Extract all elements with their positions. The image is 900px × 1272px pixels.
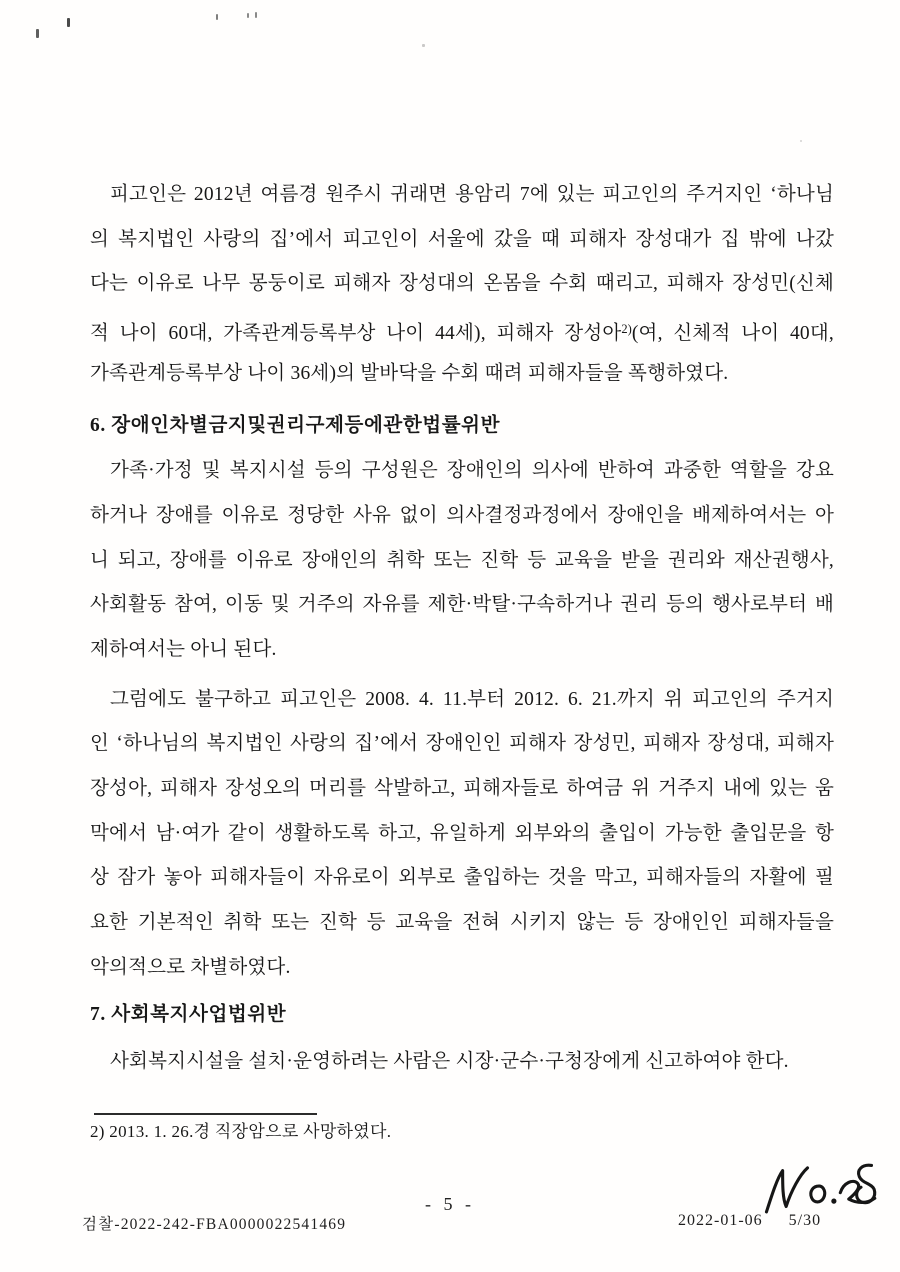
scan-artifact xyxy=(247,13,249,18)
text-line: 가족·가정 및 복지시설 등의 구성원은 장애인의 의사에 반하여 과중한 역할을 강요 xyxy=(110,460,834,482)
section-heading-7: 7. 사회복지사업법위반 xyxy=(90,1004,287,1026)
text-line: 니 되고, 장애를 이유로 장애인의 취학 또는 진학 등 교육을 받을 권리와 재산권행사, xyxy=(90,549,834,571)
text-line: 장성아, 피해자 장성오의 머리를 삭발하고, 피해자들로 하여금 위 거주지 내에 있는 움 xyxy=(90,777,834,799)
scan-artifact xyxy=(36,29,39,38)
footer-page-count: 5/30 xyxy=(788,1212,822,1229)
text-line: 인 ‘하나님의 복지법인 사랑의 집’에서 장애인인 피해자 장성민, 피해자 장성대, 피해자 xyxy=(90,733,834,755)
text-segment: (여, 신체적 나이 40대, xyxy=(631,323,834,345)
text-line: 사회복지시설을 설치·운영하려는 사람은 시장·군수·구청장에게 신고하여야 한다. xyxy=(110,1051,789,1073)
footnote-reference-2: 2) xyxy=(621,322,632,337)
paragraph-law-description xyxy=(90,449,834,672)
section-heading-6: 6. 장애인차별금지및권리구제등에관한법률위반 xyxy=(90,415,501,437)
footer-date: 2022-01-06 xyxy=(678,1212,763,1229)
footnote-divider xyxy=(94,1113,317,1115)
text-line: 피고인은 2012년 여름경 원주시 귀래면 용암리 7에 있는 피고인의 주거지인 ‘하나님 xyxy=(110,184,834,205)
text-line: 상 잠가 놓아 피해자들이 자유로이 외부로 출입하는 것을 막고, 피해자들의 자활에 필 xyxy=(90,867,834,889)
text-line: 가족관계등록부상 나이 36세)의 발바닥을 수회 때려 피해자들을 폭행하였다. xyxy=(90,362,729,384)
document-body xyxy=(90,173,834,1085)
scan-artifact xyxy=(216,14,218,20)
scan-artifact xyxy=(800,140,802,142)
text-line: 다는 이유로 나무 몽둥이로 피해자 장성대의 온몸을 수회 때리고, 피해자 장성민(신체 xyxy=(90,273,834,295)
paragraph-discrimination-charge xyxy=(90,678,834,991)
handwritten-note-no28 xyxy=(758,1156,884,1222)
footnote-text: 2) 2013. 1. 26.경 직장암으로 사망하였다. xyxy=(90,1122,392,1141)
text-segment: 적 나이 60대, 가족관계등록부상 나이 44세), 피해자 장성아 xyxy=(90,323,622,345)
text-line: 제하여서는 아니 된다. xyxy=(90,638,277,660)
text-line: 요한 기본적인 취학 또는 진학 등 교육을 전혀 시키지 않는 등 장애인인 피해자들을 xyxy=(90,912,834,933)
text-line: 사회활동 참여, 이동 및 거주의 자유를 제한·박탈·구속하거나 권리 등의 행사로부터 배 xyxy=(90,594,834,616)
text-line xyxy=(90,307,834,352)
text-line: 막에서 남·여가 같이 생활하도록 하고, 유일하게 외부와의 출입이 가능한 출입문을 항 xyxy=(90,822,834,844)
page-number: - 5 - xyxy=(425,1194,475,1214)
text-line: 그럼에도 불구하고 피고인은 2008. 4. 11.부터 2012. 6. 21.까지 위 피고인의 주거지 xyxy=(110,688,834,710)
scan-artifact xyxy=(422,44,425,47)
text-line: 하거나 장애를 이유로 정당한 사유 없이 의사결정과정에서 장애인을 배제하여서는 아 xyxy=(90,504,834,526)
scan-artifact xyxy=(255,12,257,18)
paragraph-welfare-law xyxy=(90,1040,834,1085)
document-id: 검찰-2022-242-FBA0000022541469 xyxy=(82,1216,347,1233)
scan-artifact xyxy=(67,18,70,27)
text-line: 악의적으로 차별하였다. xyxy=(90,956,291,978)
text-line: 의 복지법인 사랑의 집’에서 피고인이 서울에 갔을 때 피해자 장성대가 집 밖에 나갔 xyxy=(90,228,834,250)
paragraph-assault-charge xyxy=(90,173,834,396)
